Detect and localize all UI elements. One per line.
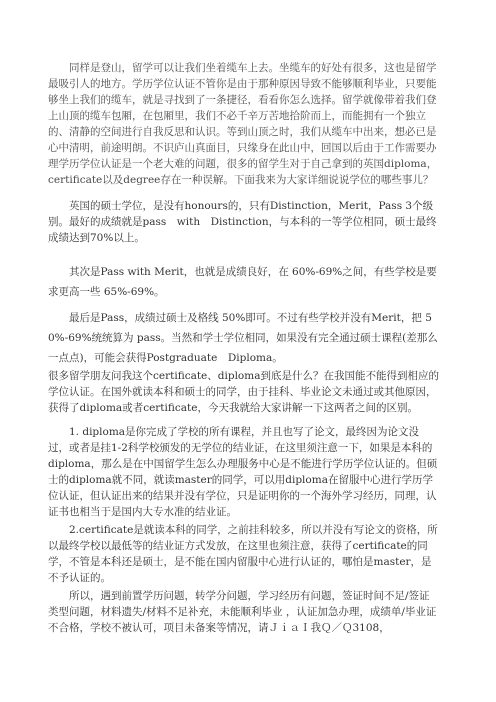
paragraph-contact: 所以，遇到前置学历问题，转学分问题，学习经历有问题，签证时间不足/签证类型问题，材料遗失/材料不足补充，未能顺利毕业 ，认证加急办理，成绩单/毕业证不合格，学校不被认可，项目未备案等情况，请ＪｉａＩ我Ｑ／Ｑ3108， (48, 590, 437, 634)
paragraph-diploma-explanation: 1. diploma是你完成了学校的所有课程，并且也写了论文，最终因为论文没过，或者是挂1-2科学校颁发的无学位的结业证，在这里须注意一下，如果是本科的 diploma，那么是在中国留学生怎么办理服务中心是不能进行学历学位认证的。但硕士的diploma就不同，就读master的同学，可以用diploma在留服中心进行学历学位认证，但认证出来的结果并没有学位，只是证明你的一个海外学习经历，同理，认证书也相当于是国内大专水准的结业证。 (48, 426, 438, 518)
paragraph-diploma-question: 很多留学朋友问我这个certificate、diploma到底是什么？在我国能不能得到相应的学位认证。在国外就读本科和硕士的同学，由于挂科、毕业论文未通过或其他原因，获得了diploma或者certificate，今天我就给大家讲解一下这两者之间的区别。 (48, 370, 439, 414)
paragraph-masters-degree: 英国的硕士学位，是没有honours的，只有Distinction，Merit，Pass 3个级别。最好的成绩就是pass with Distinction，与本科的一等学位相同，硕士最终成绩达到70%以上。 (48, 200, 437, 244)
paragraph-merit: 其次是Pass with Merit，也就是成绩良好，在 60%-69%之间，有些学校是要求更高一些 65%-69%。 (48, 266, 437, 298)
paragraph-intro: 同样是登山，留学可以让我们坐着缆车上去。坐缆车的好处有很多，这也是留学最吸引人的地方。学历学位认证不管你是由于那种原因导致不能够顺利毕业，只要能够坐上我们的缆车，就是寻找到了一条捷径，看看你怎么选择。留学就像带着我们登上山顶的缆车包厢，在包厢里，我们不必千辛万苦地拾阶而上，而能拥有一个独立的、清静的空间进行自我反思和认识。等到山顶之时，我们从缆车中出来，想必已是心中清明，前途明朗。不识庐山真面目，只缘身在此山中，回国以后由于工作需要办理学历学位认证是一个老大难的问题，很多的留学生对于自己拿到的英国diploma，certificate以及degree存在一种误解。下面我来为大家详细说说学位的哪些事儿？ (48, 62, 438, 186)
paragraph-certificate-explanation: 2.certificate是就读本科的同学，之前挂科较多，所以并没有写论文的资格，所以最终学校以最低等的结业证方式发放，在这里也须注意，获得了certificate的同学，不管是本科还是硕士，是不能在国内留服中心进行认证的，哪怕是master，是不予认证的。 (48, 524, 438, 584)
paragraph-pass: 最后是Pass，成绩过硕士及格线 50%即可。不过有些学校并没有Merit，把 50%-69%统统算为 pass。当然和学士学位相同，如果没有完全通过硕士课程(差那么一点点)，可能会获得Postgraduate Diploma。 (48, 312, 438, 364)
